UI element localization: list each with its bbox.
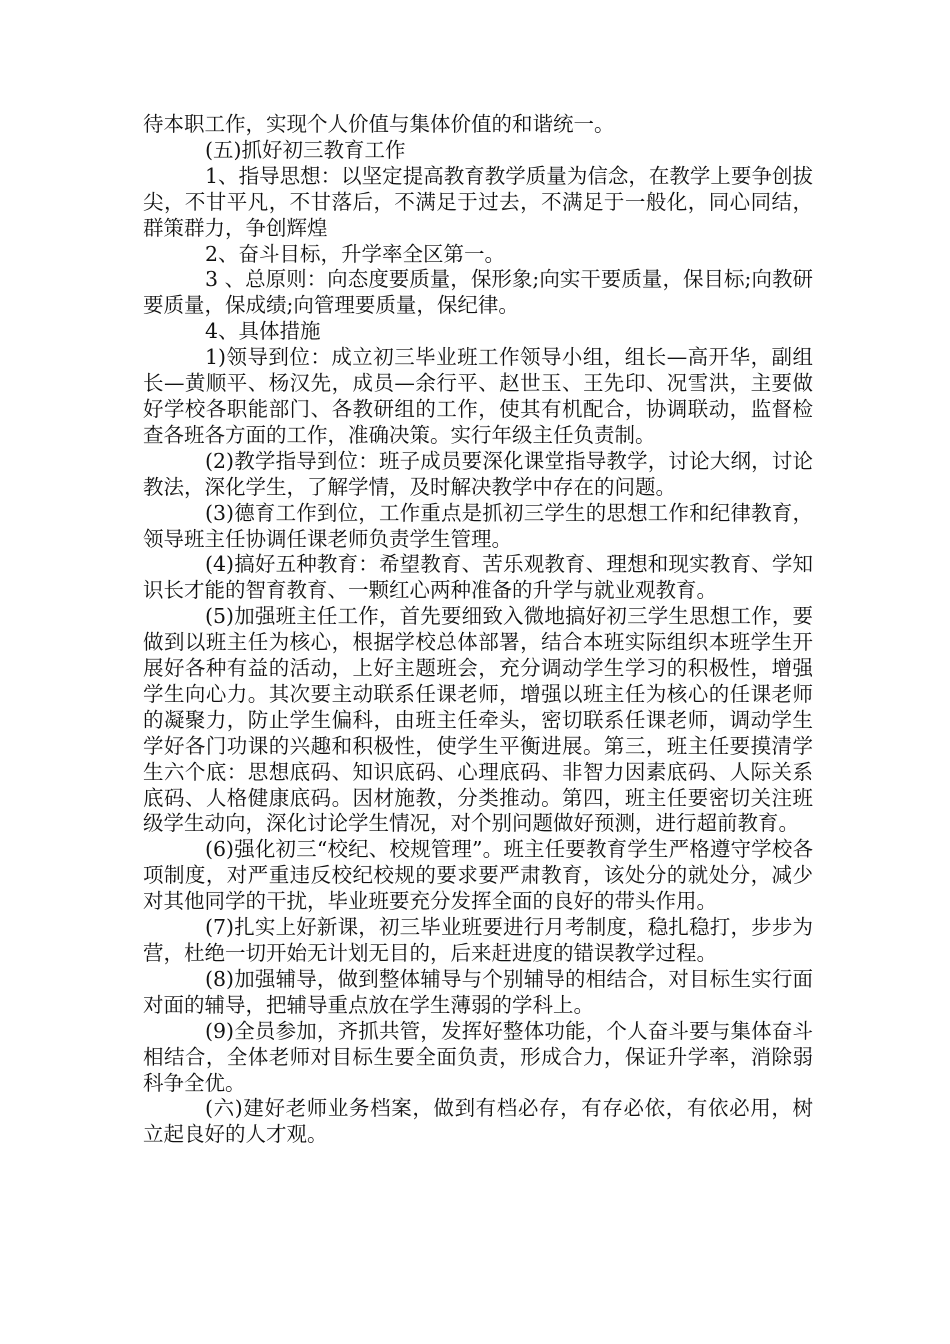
paragraph-measure-1: 1)领导到位：成立初三毕业班工作领导小组，组长—高开华，副组长—黄顺平、杨汉先，成员—余行平、赵世玉、王先印、况雪洪，主要做好学校各职能部门、各教研组的工作，使其有机配合，协调联动，监督检查各班各方面的工作，准确决策。实行年级主任负责制。 xyxy=(143,345,813,447)
section-heading-five: (五)抓好初三教育工作 xyxy=(205,137,406,162)
paragraph-measures-heading: 4、具体措施 xyxy=(205,319,321,344)
paragraph-1: 待本职工作，实现个人价值与集体价值的和谐统一。 xyxy=(143,112,615,136)
document-body xyxy=(143,112,813,1148)
paragraph-goal: 2、奋斗目标，升学率全区第一。 xyxy=(205,241,506,266)
paragraph-measure-5: (5)加强班主任工作，首先要细致入微地搞好初三学生思想工作，要做到以班主任为核心，根据学校总体部署，结合本班实际组织本班学生开展好各种有益的活动，上好主题班会，充分调动学生学习的积极性，增强学生向心力。其次要主动联系任课老师，增强以班主任为核心的任课老师的凝聚力，防止学生偏科，由班主任牵头，密切联系任课老师，调动学生学好各门功课的兴趣和积极性，使学生平衡进展。第三，班主任要摸清学生六个底：思想底码、知识底码、心理底码、非智力因素底码、人际关系底码、人格健康底码。因材施教，分类推动。第四，班主任要密切关注班级学生动向，深化讨论学生情况，对个别问题做好预测，进行超前教育。 xyxy=(143,604,813,836)
section-heading-six: (六)建好老师业务档案，做到有档必存，有存必依，有依必用，树立起良好的人才观。 xyxy=(143,1096,813,1147)
paragraph-measure-2: (2)教学指导到位：班子成员要深化课堂指导教学，讨论大纲，讨论教法，深化学生，了解学情，及时解决教学中存在的问题。 xyxy=(143,448,813,499)
paragraph-measure-3: (3)德育工作到位，工作重点是抓初三学生的思想工作和纪律教育，领导班主任协调任课老师负责学生管理。 xyxy=(143,500,813,551)
paragraph-measure-9: (9)全员参加，齐抓共管，发挥好整体功能，个人奋斗要与集体奋斗相结合，全体老师对目标生要全面负责，形成合力，保证升学率，消除弱科争全优。 xyxy=(143,1018,813,1095)
paragraph-measure-8: (8)加强辅导，做到整体辅导与个别辅导的相结合，对目标生实行面对面的辅导，把辅导重点放在学生薄弱的学科上。 xyxy=(143,966,813,1017)
paragraph-measure-6: (6)强化初三“校纪、校规管理”。班主任要教育学生严格遵守学校各项制度，对严重违反校纪校规的要求要严肃教育，该处分的就处分，减少对其他同学的干扰，毕业班要充分发挥全面的良好的带头作用。 xyxy=(143,837,813,914)
paragraph-measure-7: (7)扎实上好新课，初三毕业班要进行月考制度，稳扎稳打，步步为营，杜绝一切开始无计划无目的，后来赶进度的错误教学过程。 xyxy=(143,915,813,965)
paragraph-measure-4: (4)搞好五种教育：希望教育、苦乐观教育、理想和现实教育、学知识长才能的智育教育、一颗红心两种准备的升学与就业观教育。 xyxy=(143,552,813,603)
paragraph-principles: 3 、总原则：向态度要质量，保形象;向实干要质量，保目标;向教研要质量，保成绩;向管理要质量，保纪律。 xyxy=(143,267,813,318)
paragraph-guiding-thought: 1、指导思想：以坚定提高教育教学质量为信念，在教学上要争创拔尖，不甘平凡，不甘落后，不满足于过去，不满足于一般化，同心同结，群策群力，争创辉煌 xyxy=(143,163,813,240)
